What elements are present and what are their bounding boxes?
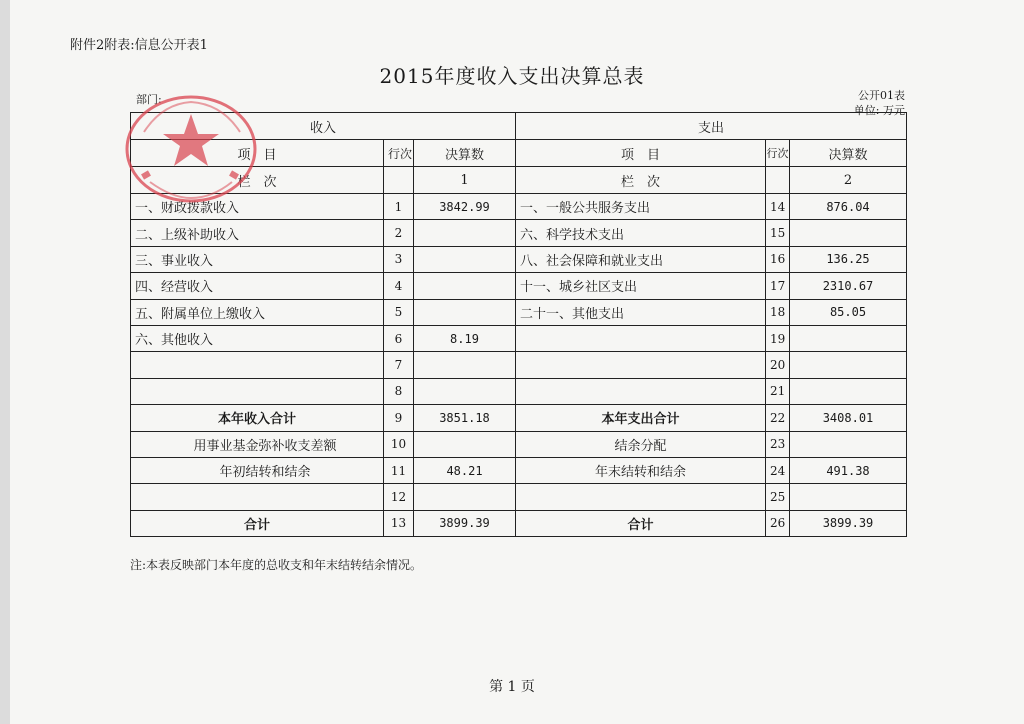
income-amount-cell: 3851.18 <box>414 405 516 431</box>
expense-amount-cell: 3408.01 <box>790 405 907 431</box>
income-item-cell <box>131 378 384 404</box>
income-line-cell: 3 <box>384 246 414 272</box>
expense-header: 支出 <box>516 113 907 140</box>
expense-item-cell <box>516 378 766 404</box>
income-line-cell: 8 <box>384 378 414 404</box>
expense-item-cell: 六、科学技术支出 <box>516 220 766 246</box>
expense-line-cell: 24 <box>766 457 790 483</box>
expense-amount-cell <box>790 378 907 404</box>
income-amount-cell <box>414 378 516 404</box>
income-line-cell: 9 <box>384 405 414 431</box>
expense-line-cell: 23 <box>766 431 790 457</box>
income-line-header: 行次 <box>384 140 414 167</box>
expense-line-cell: 17 <box>766 273 790 299</box>
table-row <box>131 510 907 536</box>
page-number: 第 1 页 <box>489 679 535 695</box>
expense-item-header: 项 目 <box>516 140 766 167</box>
income-amount-cell: 3842.99 <box>414 194 516 220</box>
income-line-cell: 5 <box>384 299 414 325</box>
income-amount-cell <box>414 299 516 325</box>
income-line-cell: 4 <box>384 273 414 299</box>
table-row <box>131 325 907 351</box>
expense-item-cell: 结余分配 <box>516 431 766 457</box>
expense-line-cell: 19 <box>766 325 790 351</box>
expense-amount-cell: 876.04 <box>790 194 907 220</box>
table-row <box>131 246 907 272</box>
scan-edge <box>0 0 10 724</box>
income-item-cell: 二、上级补助收入 <box>131 220 384 246</box>
expense-item-cell <box>516 484 766 510</box>
expense-amount-header: 决算数 <box>790 140 907 167</box>
income-amount-cell <box>414 352 516 378</box>
income-amount-cell <box>414 273 516 299</box>
income-line-cell: 12 <box>384 484 414 510</box>
income-item-cell: 六、其他收入 <box>131 325 384 351</box>
income-item-cell: 年初结转和结余 <box>131 457 384 483</box>
expense-amount-cell: 85.05 <box>790 299 907 325</box>
income-column-no: 1 <box>414 167 516 194</box>
income-column-label: 栏 次 <box>131 167 384 194</box>
expense-item-cell <box>516 352 766 378</box>
income-item-header: 项 目 <box>131 140 384 167</box>
expense-line-cell: 25 <box>766 484 790 510</box>
table-row <box>131 299 907 325</box>
table-row <box>131 431 907 457</box>
expense-line-header: 行次 <box>766 140 790 167</box>
income-line-cell: 2 <box>384 220 414 246</box>
income-item-cell: 一、财政拨款收入 <box>131 194 384 220</box>
expense-amount-cell <box>790 352 907 378</box>
expense-item-cell: 二十一、其他支出 <box>516 299 766 325</box>
expense-column-no: 2 <box>790 167 907 194</box>
income-line-cell: 10 <box>384 431 414 457</box>
income-item-cell: 本年收入合计 <box>131 405 384 431</box>
unit-label: 单位: 万元 <box>853 104 905 117</box>
table-row <box>131 352 907 378</box>
expense-line-cell: 14 <box>766 194 790 220</box>
expense-item-cell: 年末结转和结余 <box>516 457 766 483</box>
form-number: 公开01表 <box>858 89 905 102</box>
income-line-cell: 6 <box>384 325 414 351</box>
expense-item-cell <box>516 325 766 351</box>
table-row <box>131 405 907 431</box>
income-amount-cell: 8.19 <box>414 325 516 351</box>
page-title: 2015年度收入支出决算总表 <box>379 64 645 88</box>
table-row <box>131 457 907 483</box>
income-amount-cell <box>414 246 516 272</box>
income-item-cell: 三、事业收入 <box>131 246 384 272</box>
income-line-cell: 1 <box>384 194 414 220</box>
income-line-cell: 7 <box>384 352 414 378</box>
income-amount-cell: 3899.39 <box>414 510 516 536</box>
table-row <box>131 378 907 404</box>
expense-amount-cell <box>790 325 907 351</box>
expense-amount-cell: 3899.39 <box>790 510 907 536</box>
table-body <box>131 194 907 537</box>
table-row <box>131 220 907 246</box>
expense-line-cell: 15 <box>766 220 790 246</box>
expense-amount-cell: 491.38 <box>790 457 907 483</box>
expense-line-cell: 20 <box>766 352 790 378</box>
expense-amount-cell <box>790 431 907 457</box>
expense-amount-cell: 136.25 <box>790 246 907 272</box>
expense-column-label: 栏 次 <box>516 167 766 194</box>
income-amount-header: 决算数 <box>414 140 516 167</box>
income-item-cell: 合计 <box>131 510 384 536</box>
income-amount-cell <box>414 220 516 246</box>
income-line-cell: 11 <box>384 457 414 483</box>
expense-item-cell: 本年支出合计 <box>516 405 766 431</box>
income-item-cell: 五、附属单位上缴收入 <box>131 299 384 325</box>
annex-label: 附件2附表:信息公开表1 <box>70 38 208 53</box>
expense-item-cell: 八、社会保障和就业支出 <box>516 246 766 272</box>
expense-line-cell: 18 <box>766 299 790 325</box>
table-row <box>131 484 907 510</box>
income-amount-cell <box>414 484 516 510</box>
expense-line-cell: 16 <box>766 246 790 272</box>
expense-item-cell: 合计 <box>516 510 766 536</box>
expense-item-cell: 十一、城乡社区支出 <box>516 273 766 299</box>
star-seal-icon <box>122 92 260 206</box>
expense-line-cell: 21 <box>766 378 790 404</box>
income-amount-cell <box>414 431 516 457</box>
income-item-cell <box>131 484 384 510</box>
expense-amount-cell <box>790 484 907 510</box>
income-item-cell: 用事业基金弥补收支差额 <box>131 431 384 457</box>
income-item-cell <box>131 352 384 378</box>
footnote: 注:本表反映部门本年度的总收支和年末结转结余情况。 <box>130 558 423 572</box>
income-amount-cell: 48.21 <box>414 457 516 483</box>
income-line-cell: 13 <box>384 510 414 536</box>
expense-line-cell: 22 <box>766 405 790 431</box>
expense-amount-cell: 2310.67 <box>790 273 907 299</box>
income-header: 收入 <box>131 113 516 140</box>
expense-item-cell: 一、一般公共服务支出 <box>516 194 766 220</box>
table-row <box>131 273 907 299</box>
expense-amount-cell <box>790 220 907 246</box>
expense-line-cell: 26 <box>766 510 790 536</box>
income-item-cell: 四、经营收入 <box>131 273 384 299</box>
dept-label: 部门: <box>136 93 162 106</box>
